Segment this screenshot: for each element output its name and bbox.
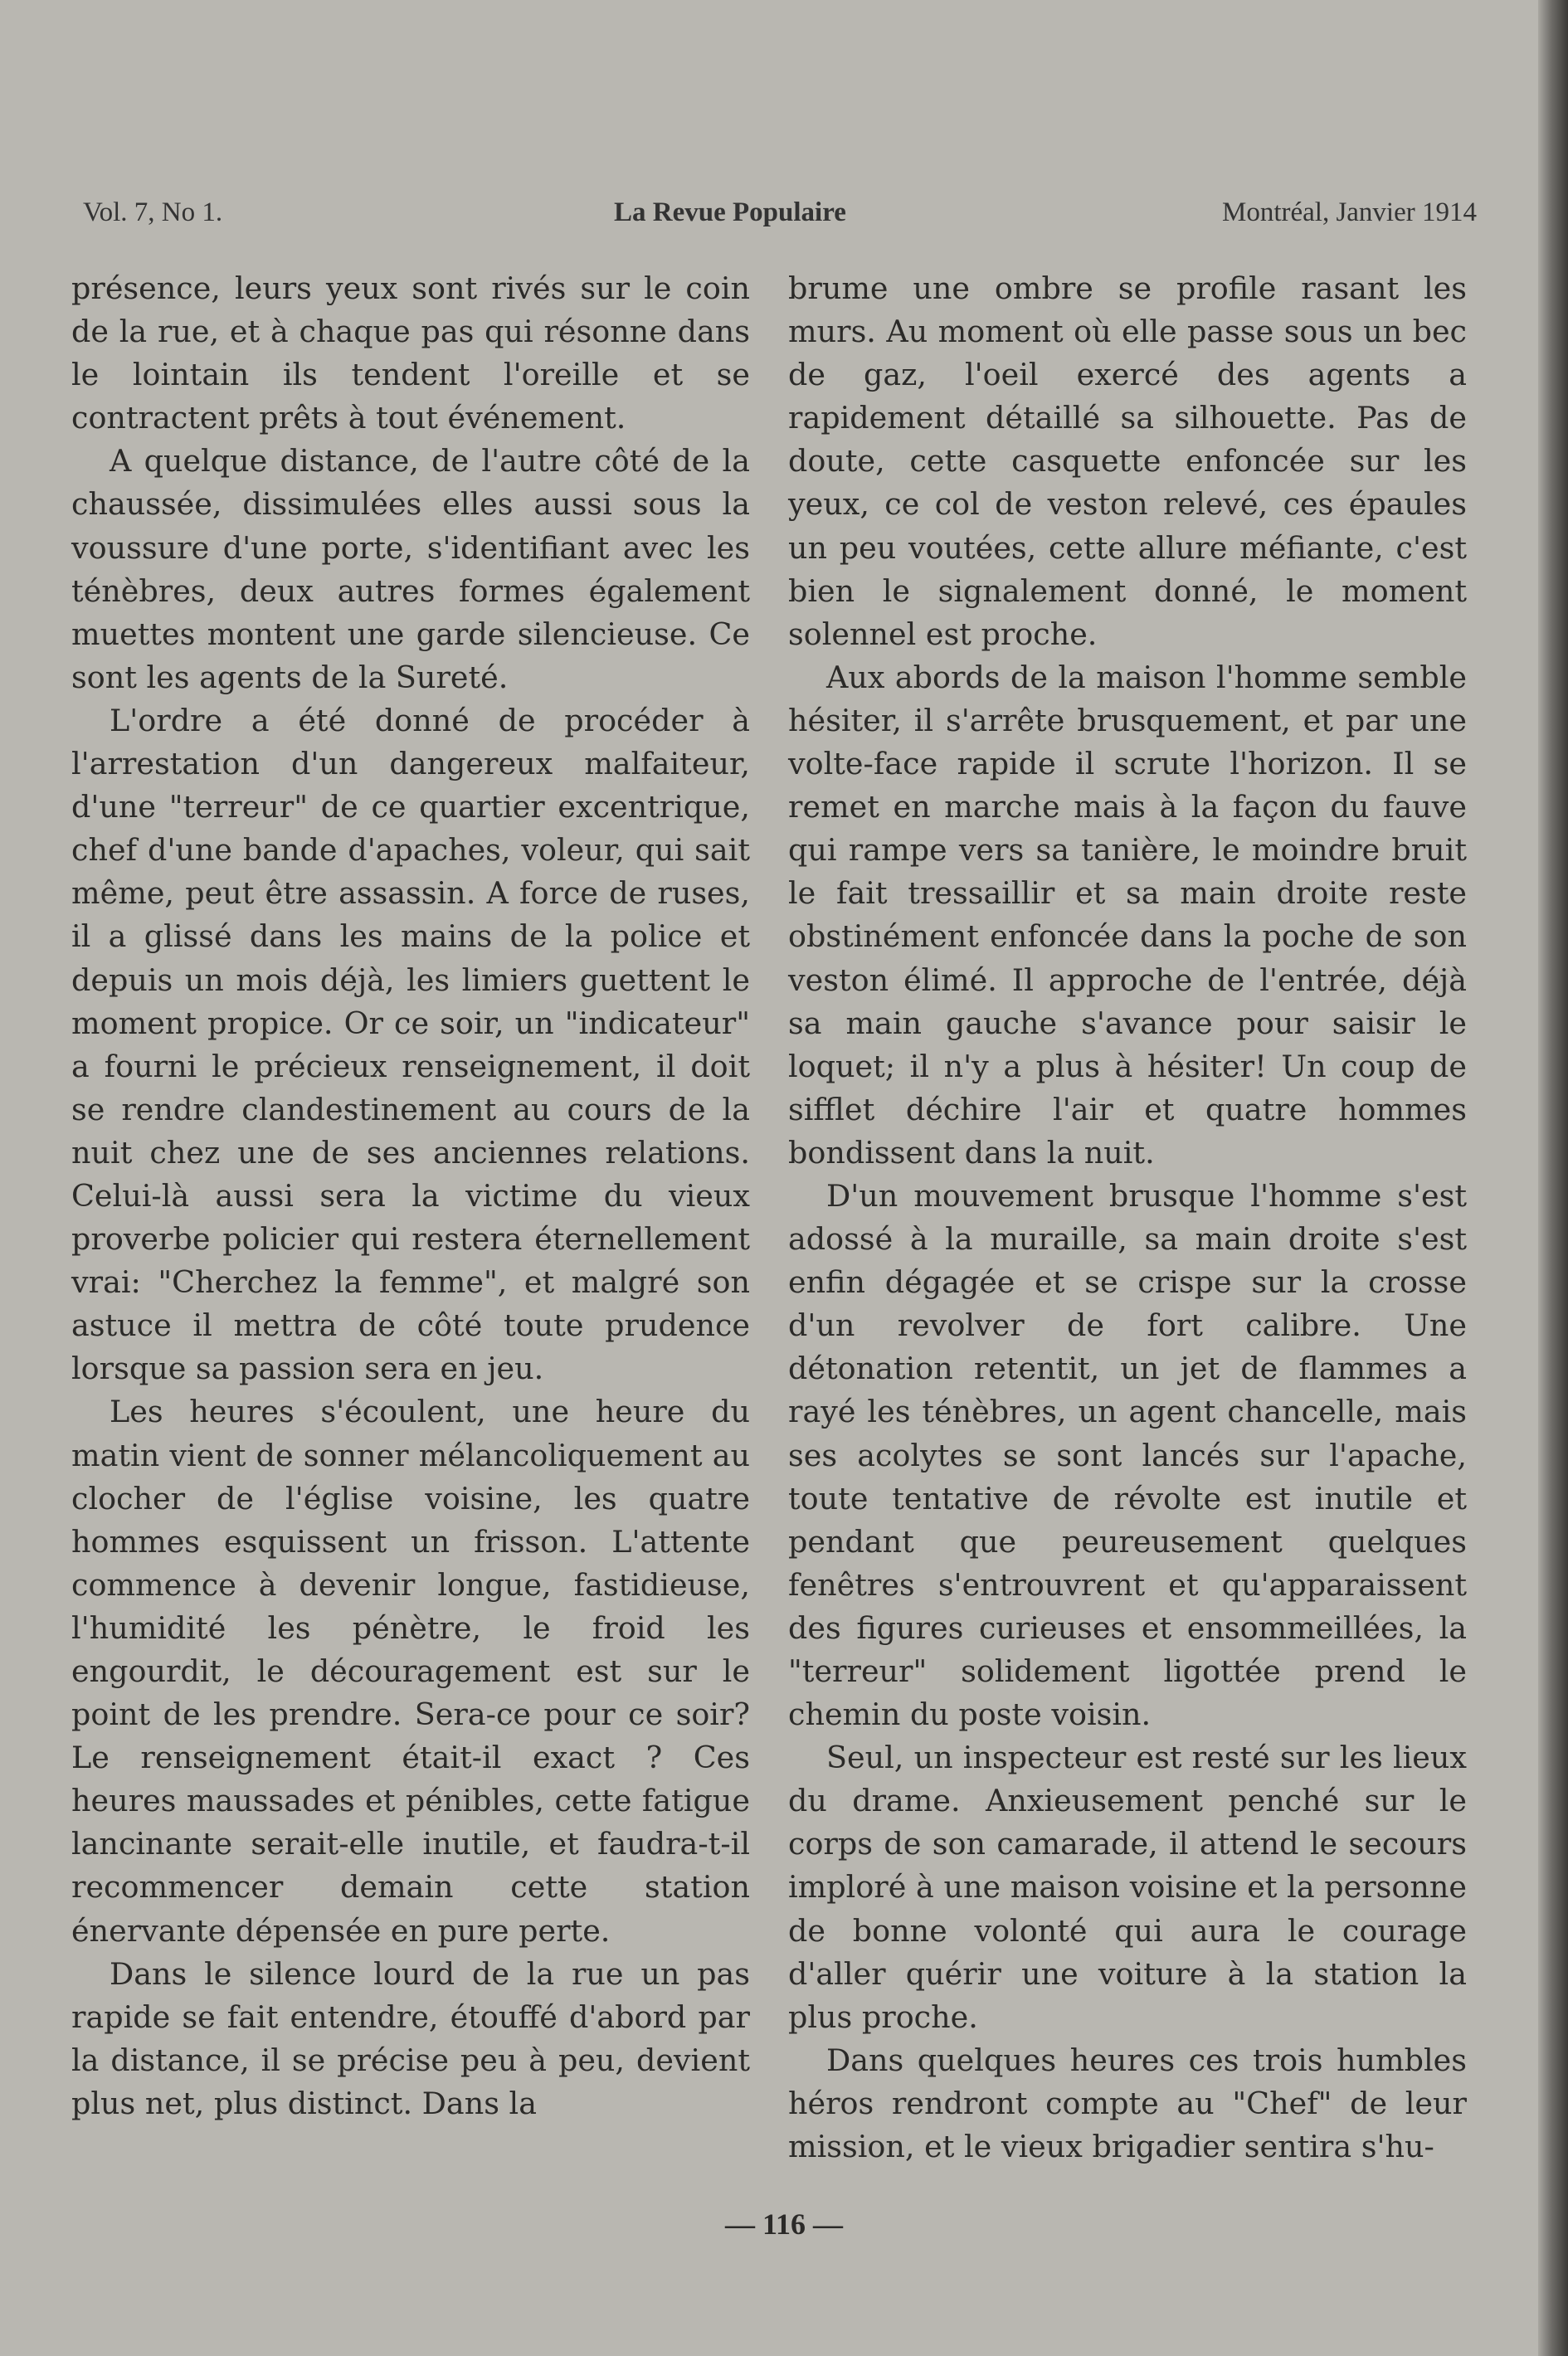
book-spine-shadow (1538, 0, 1568, 2356)
left-column (71, 267, 750, 2125)
paragraph: L'ordre a été donné de procéder à l'arrestation d'un dangereux malfaiteur, d'une "terreur" de ce quartier excentrique, chef d'une bande d'apaches, voleur, qui sait même, peut être assassin. A force de ruses, il a glissé dans les mains de la police et depuis un mois déjà, les limiers guettent le moment propice. Or ce soir, un "indicateur" a fourni le précieux renseignement, il doit se rendre clandestinement au cours de la nuit chez une de ses anciennes relations. Celui-là aussi sera la victime du vieux proverbe policier qui restera éternellement vrai: "Cherchez la femme", et malgré son astuce il mettra de côté toute prudence lorsque sa passion sera en jeu. (71, 702, 750, 1387)
paragraph: Les heures s'écoulent, une heure du matin vient de sonner mélancoliquement au clocher de l'église voisine, les quatre hommes esquissent un frisson. L'attente commence à devenir longue, fastidieuse, l'humidité les pénètre, le froid les engourdit, le découragement est sur le point de les prendre. Sera-ce pour ce soir? Le renseignement était-il exact ? Ces heures maussades et pénibles, cette fatigue lancinante serait-elle inutile, et faudra-t-il recommencer demain cette station énervante dépensée en pure perte. (71, 1394, 750, 1949)
journal-title: La Revue Populaire (614, 197, 846, 227)
right-column (788, 267, 1467, 2169)
paragraph: Aux abords de la maison l'homme semble hésiter, il s'arrête brusquement, et par une volte-face rapide il scrute l'horizon. Il se remet en marche mais à la façon du fauve qui rampe vers sa tanière, le moindre bruit le fait tressaillir et sa main droite reste obstinément enfoncée dans la poche de son veston élimé. Il approche de l'entrée, déjà sa main gauche s'avance pour saisir le loquet; il n'y a plus à hésiter! Un coup de sifflet déchire l'air et quatre hommes bondissent dans la nuit. (788, 659, 1467, 1171)
volume-number: Vol. 7, No 1. (83, 197, 223, 227)
paragraph: Dans le silence lourd de la rue un pas rapide se fait entendre, étouffé d'abord par la distance, il se précise peu à peu, devient plus net, plus distinct. Dans la (71, 1955, 750, 2121)
paragraph: présence, leurs yeux sont rivés sur le coin de la rue, et à chaque pas qui résonne dans le lointain ils tendent l'oreille et se contractent prêts à tout événement. (71, 270, 750, 436)
paragraph: D'un mouvement brusque l'homme s'est adossé à la muraille, sa main droite s'est enfin dégagée et se crispe sur la crosse d'un revolver de fort calibre. Une détonation retentit, un jet de flammes a rayé les ténèbres, un agent chancelle, mais ses acolytes se sont lancés sur l'apache, toute tentative de révolte est inutile et pendant que peureusement quelques fenêtres s'entrouvrent et qu'apparaissent des figures curieuses et ensommeillées, la "terreur" solidement ligottée prend le chemin du poste voisin. (788, 1177, 1467, 1733)
place-date: Montréal, Janvier 1914 (1221, 197, 1477, 227)
paragraph: Dans quelques heures ces trois humbles héros rendront compte au "Chef" de leur mission, et le vieux brigadier sentira s'hu- (788, 2042, 1467, 2165)
page-number: — 116 — (724, 2208, 843, 2241)
paragraph: Seul, un inspecteur est resté sur les lieux du drame. Anxieusement penché sur le corps de son camarade, il attend le secours imploré à une maison voisine et la personne de bonne volonté qui aura le courage d'aller quérir une voiture à la station la plus proche. (788, 1740, 1467, 2035)
running-header (83, 197, 1477, 239)
paragraph: brume une ombre se profile rasant les murs. Au moment où elle passe sous un bec de gaz, l'oeil exercé des agents a rapidement détaillé sa silhouette. Pas de doute, cette casquette enfoncée sur les yeux, ce col de veston relevé, ces épaules un peu voutées, cette allure méfiante, c'est bien le signalement donné, le moment solennel est proche. (788, 270, 1467, 652)
paragraph: A quelque distance, de l'autre côté de la chaussée, dissimulées elles aussi sous la voussure d'une porte, s'identifiant avec les ténèbres, deux autres formes également muettes montent une garde silencieuse. Ce sont les agents de la Sureté. (71, 443, 750, 695)
